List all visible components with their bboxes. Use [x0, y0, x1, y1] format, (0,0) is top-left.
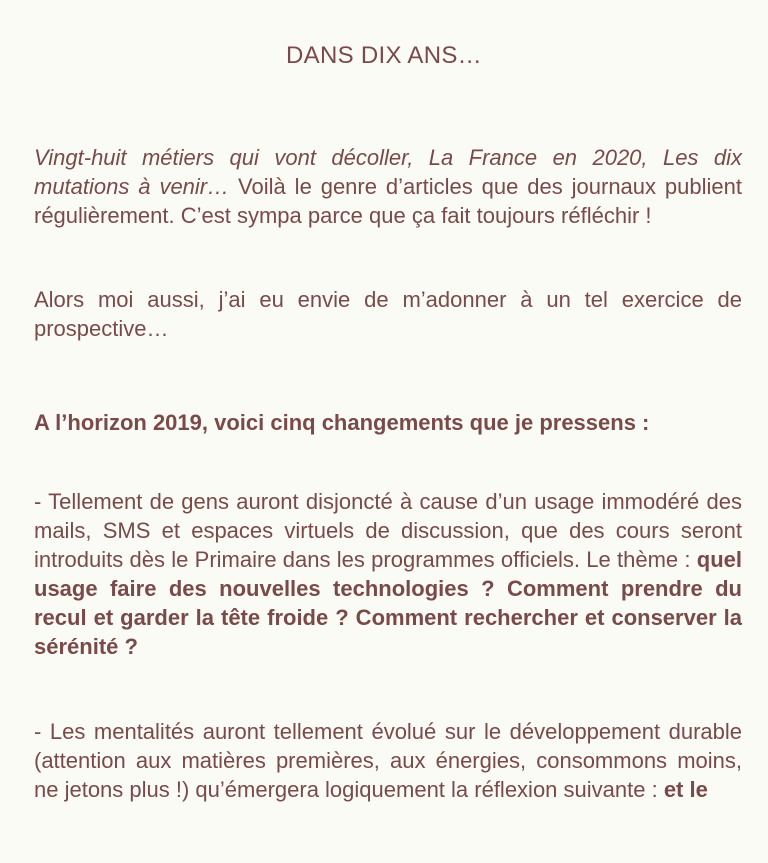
- intro-italic-text: Vingt-huit métiers qui vont décoller, La France en 2020, Les dix mutations à venir…: [34, 145, 742, 199]
- intro-paragraph: [34, 143, 742, 230]
- page-title: DANS DIX ANS…: [286, 42, 482, 69]
- second-paragraph: Alors moi aussi, j’ai eu envie de m’adonner à un tel exercice de prospective…: [34, 287, 742, 341]
- intro-text: Voilà le genre d’articles que des journaux publient régulièrement. C’est sympa parce que ça fait toujours réfléchir !: [34, 174, 743, 228]
- item-two-bold-text: et le: [663, 777, 708, 802]
- item-one-text: - Tellement de gens auront disjoncté à cause d’un usage immodéré des mails, SMS et espaces virtuels de discussion, que des cours seront introduits dès le Primaire dans les programmes officiels. Le thème :: [34, 489, 742, 572]
- item-two-text: - Les mentalités auront tellement évolué sur le développement durable (attention aux matières premières, aux énergies, consommons moins, ne jetons plus !) qu’émergera logiquement la réflexion suivante :: [34, 719, 742, 802]
- section-heading: A l’horizon 2019, voici cinq changements que je pressens :: [34, 410, 650, 435]
- item-two-paragraph: [34, 717, 742, 804]
- item-one-bold-text: quel usage faire des nouvelles technologies ? Comment prendre du recul et garder la tête froide ? Comment rechercher et conserver la sérénité ?: [34, 547, 742, 659]
- item-one-paragraph: [34, 487, 742, 661]
